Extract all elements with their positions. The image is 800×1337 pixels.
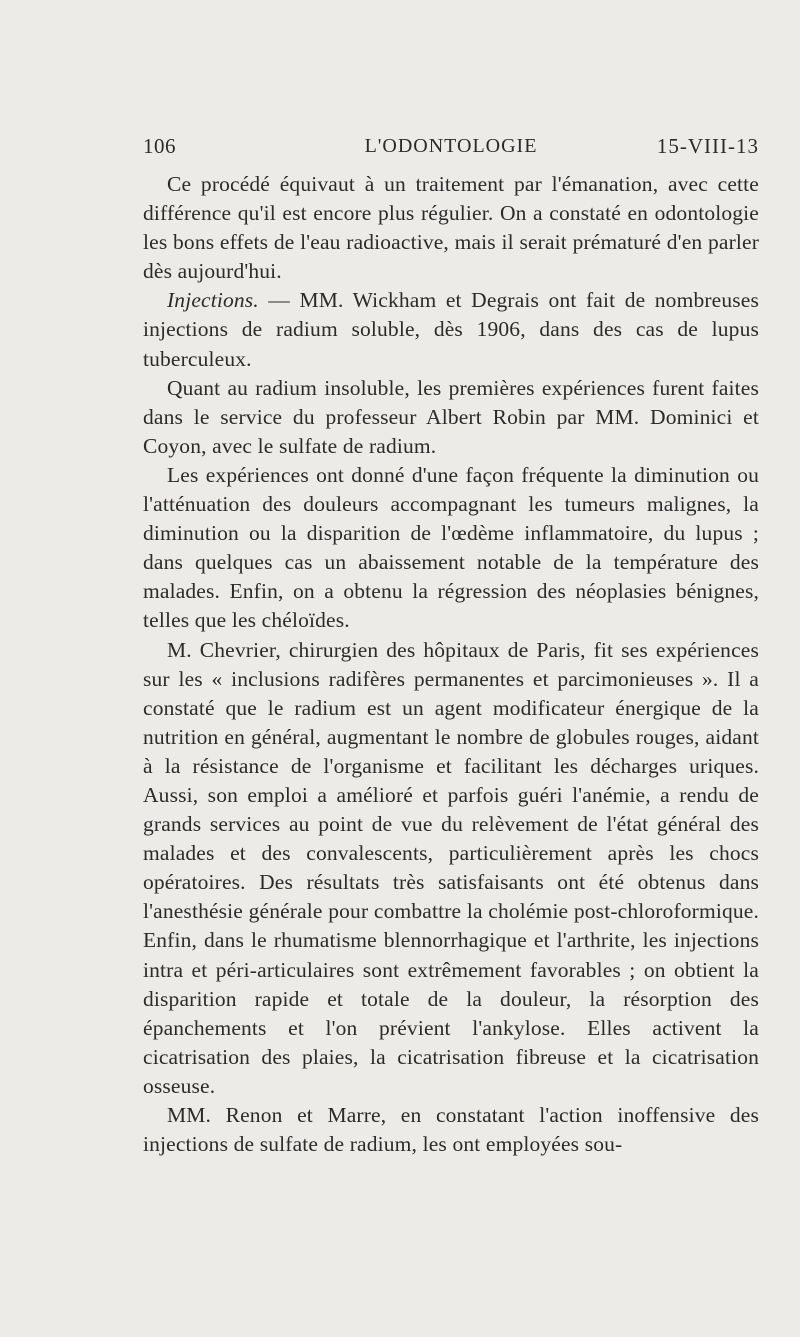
body-text [143,170,759,1159]
section-lead: Injections. [167,288,259,313]
journal-title: L'ODONTOLOGIE [364,135,538,157]
page-number: 106 [143,134,176,158]
running-header [143,134,759,164]
issue-date: 15-VIII-13 [656,134,759,158]
paragraph: Injections. — MM. Wickham et Degrais ont fait de nombreuses injections de radium soluble, dès 1906, dans des cas de lupus tuberculeux. [143,288,759,371]
paragraph: Quant au radium insoluble, les premières expériences furent faites dans le service du professeur Albert Robin par MM. Dominici et Coyon, avec le sulfate de radium. [143,375,759,458]
paragraph: Ce procédé équivaut à un traitement par l'émanation, avec cette différence qu'il est encore plus régulier. On a constaté en odontologie les bons effets de l'eau radioactive, mais il serait prématuré d'en parler dès aujourd'hui. [143,172,759,284]
paragraph: Les expériences ont donné d'une façon fréquente la diminution ou l'atténuation des douleurs accompagnant les tumeurs malignes, la diminution ou la disparition de l'œdème inflammatoire, du lupus ; dans quelques cas un abaissement notable de la température des malades. Enfin, on a obtenu la régression des néoplasies bénignes, telles que les chéloïdes. [143,462,759,633]
paragraph: MM. Renon et Marre, en constatant l'action inoffensive des injections de sulfate de radium, les ont employées sou- [143,1103,759,1157]
paragraph: M. Chevrier, chirurgien des hôpitaux de Paris, fit ses expériences sur les « inclusions radifères permanentes et parcimonieuses ». Il a constaté que le radium est un agent modificateur énergique de la nutrition en général, augmentant le nombre de globules rouges, aidant à la résistance de l'organisme et facilitant les décharges uriques. Aussi, son emploi a amélioré et parfois guéri l'anémie, a rendu de grands services au point de vue du relèvement de l'état général des malades et des convalescents, particulièrement après les chocs opératoires. Des résultats très satisfaisants ont été obtenus dans l'anesthésie générale pour combattre la cholémie post-chloroformique. Enfin, dans le rhumatisme blennorrhagique et l'arthrite, les injections intra et péri-articulaires sont extrêmement favorables ; on obtient la disparition rapide et totale de la douleur, la résorption des épanchements et l'on prévient l'ankylose. Elles activent la cicatrisation des plaies, la cicatrisation fibreuse et la cicatrisation osseuse. [143,637,759,1098]
